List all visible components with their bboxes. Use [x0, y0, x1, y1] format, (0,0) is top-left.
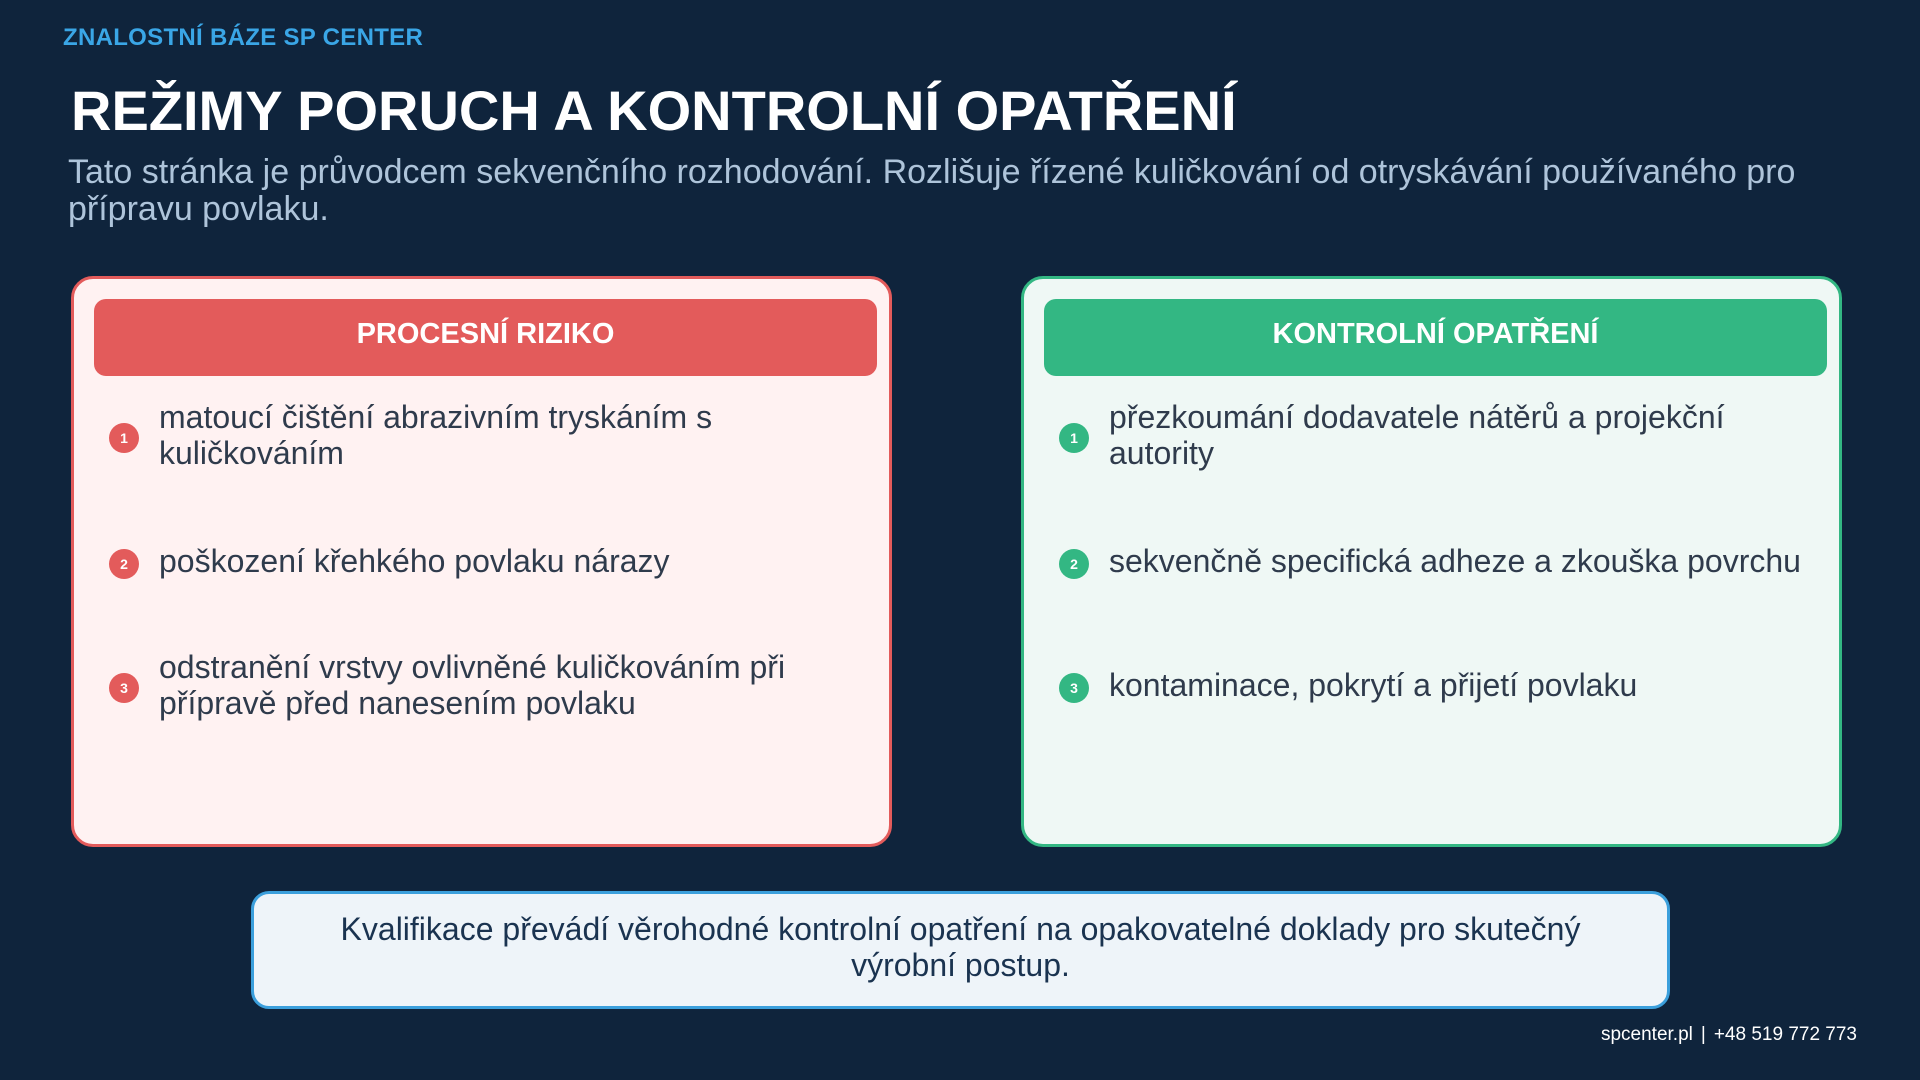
- control-item-3: [1059, 667, 1829, 703]
- number-badge: 1: [109, 423, 139, 453]
- risk-item-3: [109, 649, 879, 721]
- footer-contact: [1601, 1024, 1857, 1046]
- page-subtitle: Tato stránka je průvodcem sekvenčního rozhodování. Rozlišuje řízené kuličkování od otryskávání používaného pro přípravu povlaku.: [68, 153, 1796, 228]
- risk-item-text: odstranění vrstvy ovlivněné kuličkováním při přípravě před nanesením povlaku: [159, 649, 786, 721]
- number-badge: 3: [109, 673, 139, 703]
- risk-panel-heading: PROCESNÍ RIZIKO: [94, 299, 877, 376]
- control-item-text: přezkoumání dodavatele nátěrů a projekční autority: [1109, 399, 1725, 471]
- risk-item-1: [109, 399, 879, 471]
- number-badge: 2: [1059, 549, 1089, 579]
- control-item-1: [1059, 399, 1829, 471]
- summary-callout-text: Kvalifikace převádí věrohodné kontrolní opatření na opakovatelné doklady pro skutečný výrobní postup.: [340, 911, 1581, 983]
- risk-panel: [71, 276, 892, 847]
- summary-callout: [251, 891, 1670, 1009]
- control-panel: [1021, 276, 1842, 847]
- footer-separator: |: [1700, 1024, 1706, 1045]
- footer-website[interactable]: spcenter.pl: [1600, 1024, 1693, 1045]
- footer-phone[interactable]: +48 519 772 773: [1713, 1024, 1857, 1045]
- page-title: REŽIMY PORUCH A KONTROLNÍ OPATŘENÍ: [71, 79, 1237, 142]
- control-item-2: [1059, 543, 1829, 579]
- number-badge: 1: [1059, 423, 1089, 453]
- risk-item-text: poškození křehkého povlaku nárazy: [159, 543, 670, 579]
- number-badge: 3: [1059, 673, 1089, 703]
- control-panel-heading: KONTROLNÍ OPATŘENÍ: [1044, 299, 1827, 376]
- control-item-text: kontaminace, pokrytí a přijetí povlaku: [1109, 667, 1638, 703]
- brand-kicker: ZNALOSTNÍ BÁZE SP CENTER: [63, 24, 424, 51]
- control-item-text: sekvenčně specifická adheze a zkouška povrchu: [1109, 543, 1801, 579]
- number-badge: 2: [109, 549, 139, 579]
- risk-item-2: [109, 543, 879, 579]
- risk-item-text: matoucí čištění abrazivním tryskáním s kuličkováním: [159, 399, 713, 471]
